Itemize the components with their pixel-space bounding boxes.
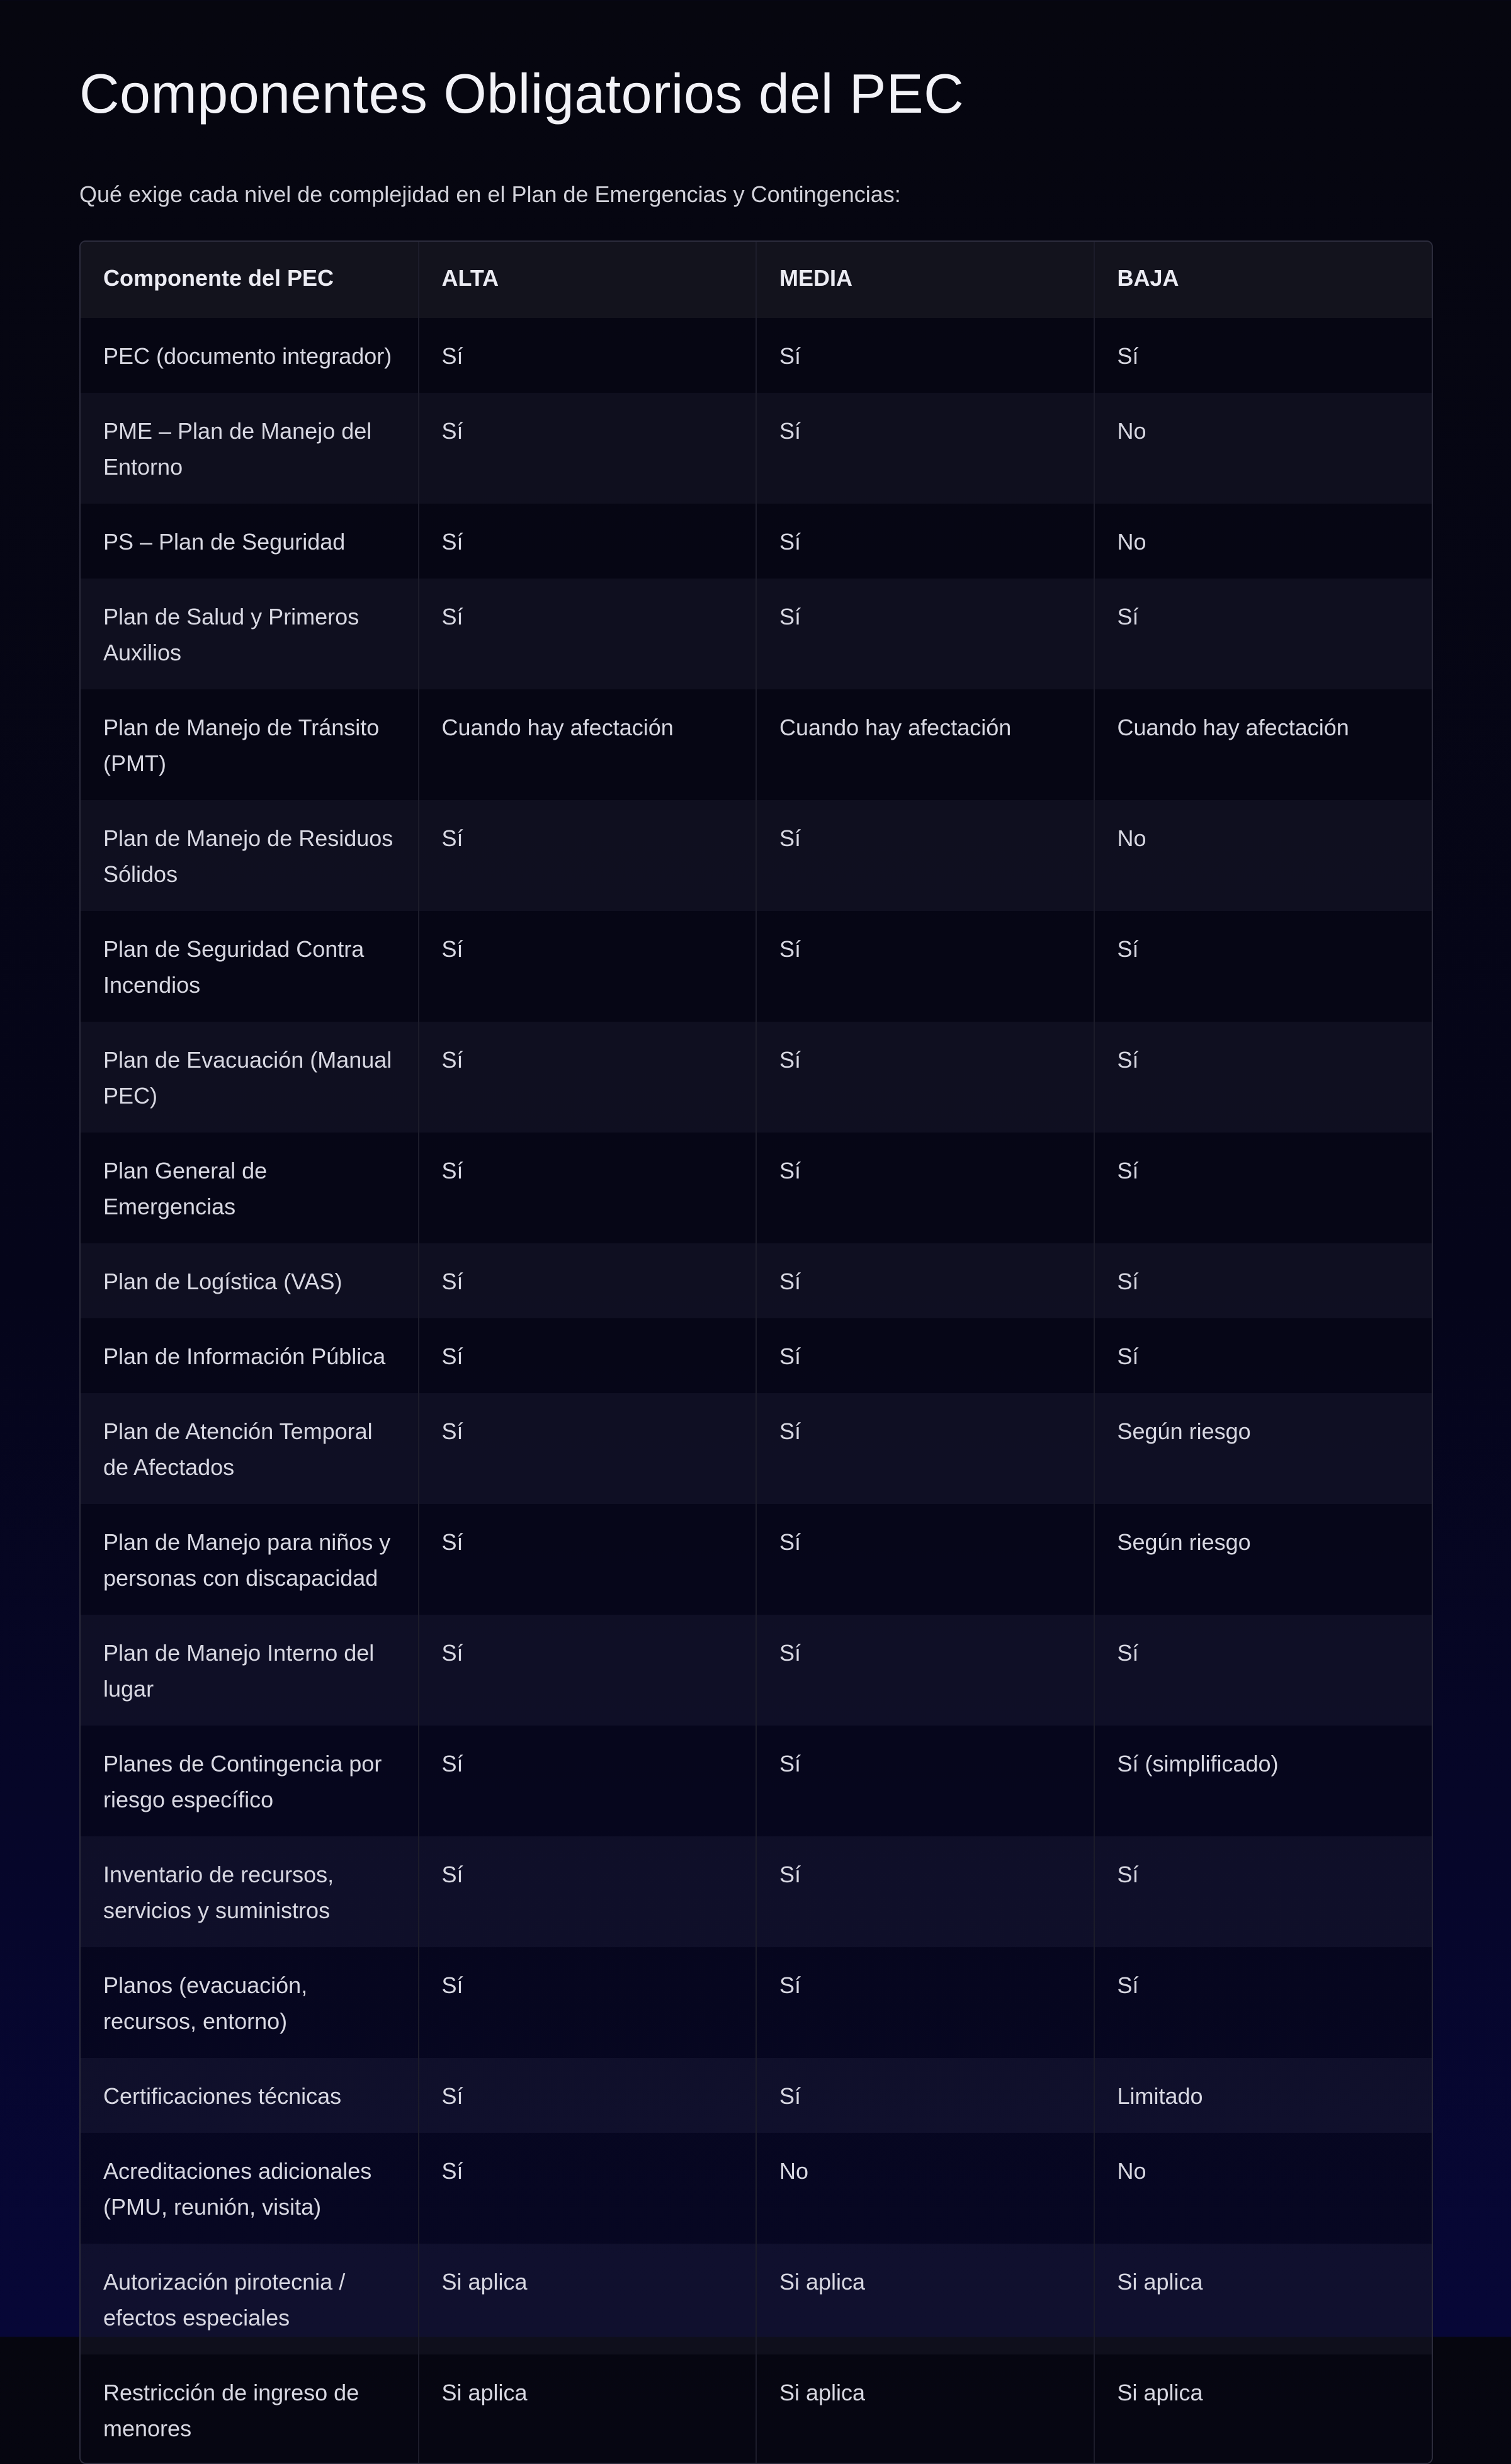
cell-media: Sí (756, 393, 1094, 504)
cell-component: Plan de Atención Temporal de Afectados (81, 1393, 419, 1504)
table-header (81, 242, 1432, 318)
cell-media: Sí (756, 2058, 1094, 2133)
cell-media: No (756, 2133, 1094, 2244)
cell-alta: Sí (419, 800, 757, 911)
table-row (81, 1022, 1432, 1133)
table-row (81, 800, 1432, 911)
cell-component: Certificaciones técnicas (81, 2058, 419, 2133)
cell-media: Sí (756, 1726, 1094, 1836)
cell-media: Si aplica (756, 2354, 1094, 2463)
cell-alta: Sí (419, 1133, 757, 1243)
column-header-media: MEDIA (756, 242, 1094, 318)
cell-alta: Sí (419, 2133, 757, 2244)
column-header-component: Componente del PEC (81, 242, 419, 318)
cell-component: Restricción de ingreso de menores (81, 2354, 419, 2463)
cell-media: Sí (756, 1615, 1094, 1726)
table-row (81, 1318, 1432, 1393)
cell-alta: Si aplica (419, 2354, 757, 2463)
table-body (81, 318, 1432, 2463)
cell-baja: Sí (1094, 1022, 1432, 1133)
cell-baja: Limitado (1094, 2058, 1432, 2133)
page-title: Componentes Obligatorios del PEC (79, 62, 965, 125)
cell-alta: Sí (419, 393, 757, 504)
table-row (81, 318, 1432, 393)
cell-component: Plan de Salud y Primeros Auxilios (81, 579, 419, 689)
cell-media: Sí (756, 1318, 1094, 1393)
table-row (81, 504, 1432, 579)
cell-media: Sí (756, 1133, 1094, 1243)
cell-alta: Sí (419, 1726, 757, 1836)
cell-media: Cuando hay afectación (756, 689, 1094, 800)
cell-component: Plan de Manejo para niños y personas con discapacidad (81, 1504, 419, 1615)
table-row (81, 1836, 1432, 1947)
cell-baja: Si aplica (1094, 2244, 1432, 2354)
table-row (81, 1243, 1432, 1318)
table-row (81, 689, 1432, 800)
cell-alta: Sí (419, 1318, 757, 1393)
column-header-alta: ALTA (419, 242, 757, 318)
cell-media: Sí (756, 800, 1094, 911)
cell-media: Sí (756, 318, 1094, 393)
cell-media: Sí (756, 1022, 1094, 1133)
table-row (81, 2133, 1432, 2244)
cell-media: Sí (756, 1947, 1094, 2058)
table-row (81, 1947, 1432, 2058)
table-row (81, 579, 1432, 689)
cell-component: Plan General de Emergencias (81, 1133, 419, 1243)
table-row (81, 1615, 1432, 1726)
table-row (81, 1726, 1432, 1836)
cell-media: Si aplica (756, 2244, 1094, 2354)
cell-baja: Sí (1094, 1947, 1432, 2058)
cell-alta: Sí (419, 1615, 757, 1726)
cell-alta: Sí (419, 911, 757, 1022)
table-row (81, 393, 1432, 504)
cell-baja: Según riesgo (1094, 1504, 1432, 1615)
cell-component: Inventario de recursos, servicios y suministros (81, 1836, 419, 1947)
cell-component: Plan de Logística (VAS) (81, 1243, 419, 1318)
cell-baja: Sí (1094, 1318, 1432, 1393)
cell-component: Plan de Manejo Interno del lugar (81, 1615, 419, 1726)
cell-component: Plan de Evacuación (Manual PEC) (81, 1022, 419, 1133)
cell-component: Plan de Manejo de Residuos Sólidos (81, 800, 419, 911)
cell-alta: Cuando hay afectación (419, 689, 757, 800)
cell-baja: No (1094, 2133, 1432, 2244)
cell-component: Autorización pirotecnia / efectos especiales (81, 2244, 419, 2354)
cell-baja: Sí (1094, 1836, 1432, 1947)
page-subtitle: Qué exige cada nivel de complejidad en el Plan de Emergencias y Contingencias: (79, 181, 901, 207)
column-header-baja: BAJA (1094, 242, 1432, 318)
table-row (81, 1393, 1432, 1504)
cell-baja: Cuando hay afectación (1094, 689, 1432, 800)
cell-media: Sí (756, 504, 1094, 579)
cell-media: Sí (756, 1243, 1094, 1318)
cell-baja: No (1094, 504, 1432, 579)
table-row (81, 1504, 1432, 1615)
cell-media: Sí (756, 911, 1094, 1022)
cell-baja: Según riesgo (1094, 1393, 1432, 1504)
cell-alta: Si aplica (419, 2244, 757, 2354)
cell-media: Sí (756, 1393, 1094, 1504)
cell-baja: Sí (simplificado) (1094, 1726, 1432, 1836)
cell-component: Acreditaciones adicionales (PMU, reunión, visita) (81, 2133, 419, 2244)
cell-media: Sí (756, 1836, 1094, 1947)
cell-baja: No (1094, 800, 1432, 911)
cell-baja: Sí (1094, 579, 1432, 689)
table-row (81, 911, 1432, 1022)
table-row (81, 2354, 1432, 2463)
table-header-row (81, 242, 1432, 318)
cell-component: Plan de Manejo de Tránsito (PMT) (81, 689, 419, 800)
cell-alta: Sí (419, 1836, 757, 1947)
components-table (81, 242, 1432, 2463)
cell-baja: Sí (1094, 1133, 1432, 1243)
cell-baja: Sí (1094, 1615, 1432, 1726)
cell-alta: Sí (419, 1243, 757, 1318)
cell-component: PME – Plan de Manejo del Entorno (81, 393, 419, 504)
cell-alta: Sí (419, 1504, 757, 1615)
cell-alta: Sí (419, 504, 757, 579)
table-row (81, 2244, 1432, 2354)
cell-alta: Sí (419, 579, 757, 689)
cell-component: PEC (documento integrador) (81, 318, 419, 393)
table-row (81, 2058, 1432, 2133)
cell-media: Sí (756, 1504, 1094, 1615)
cell-component: PS – Plan de Seguridad (81, 504, 419, 579)
cell-alta: Sí (419, 1947, 757, 2058)
cell-baja: Sí (1094, 911, 1432, 1022)
cell-alta: Sí (419, 2058, 757, 2133)
components-table-container (79, 240, 1433, 2464)
cell-component: Planos (evacuación, recursos, entorno) (81, 1947, 419, 2058)
cell-alta: Sí (419, 318, 757, 393)
cell-component: Planes de Contingencia por riesgo específico (81, 1726, 419, 1836)
cell-baja: Si aplica (1094, 2354, 1432, 2463)
cell-baja: No (1094, 393, 1432, 504)
cell-component: Plan de Seguridad Contra Incendios (81, 911, 419, 1022)
cell-alta: Sí (419, 1393, 757, 1504)
cell-alta: Sí (419, 1022, 757, 1133)
cell-baja: Sí (1094, 318, 1432, 393)
cell-media: Sí (756, 579, 1094, 689)
table-row (81, 1133, 1432, 1243)
cell-baja: Sí (1094, 1243, 1432, 1318)
cell-component: Plan de Información Pública (81, 1318, 419, 1393)
